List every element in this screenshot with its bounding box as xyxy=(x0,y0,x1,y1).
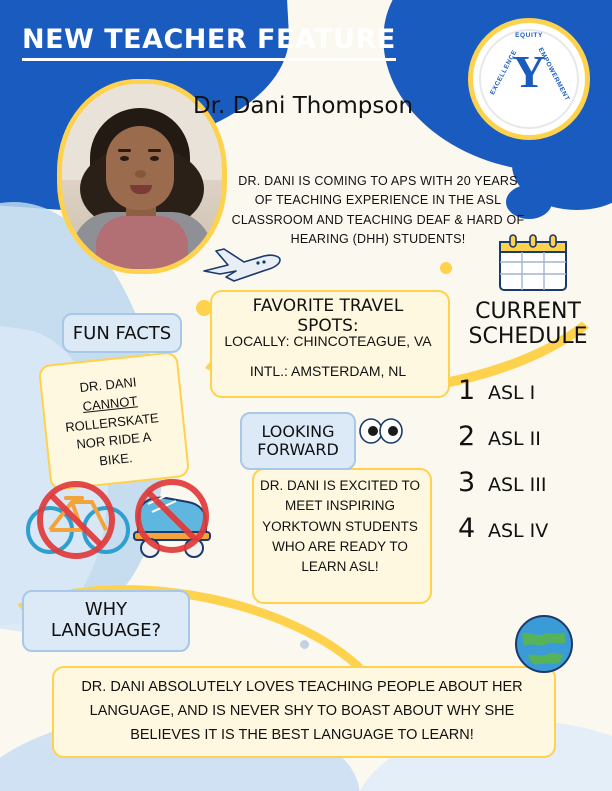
portrait-eye-right xyxy=(150,156,159,161)
schedule-row xyxy=(458,467,608,498)
airplane-icon xyxy=(198,243,284,292)
travel-international: INTL.: AMSTERDAM, NL xyxy=(249,363,407,379)
schedule-label: ASL IV xyxy=(488,520,549,542)
schedule-number: 3 xyxy=(458,467,476,498)
fun-fact-line-5: BIKE. xyxy=(98,450,134,469)
schedule-label: ASL I xyxy=(488,382,536,404)
schedule-row xyxy=(458,513,608,544)
portrait-face xyxy=(106,126,174,210)
fun-fact-line-4: NOR RIDE A xyxy=(75,429,153,453)
page-title: NEW TEACHER FEATURE xyxy=(22,24,396,61)
schedule-row xyxy=(458,375,608,406)
portrait-brow-left xyxy=(118,149,131,152)
calendar-icon xyxy=(494,232,572,294)
school-logo xyxy=(468,18,590,140)
portrait-nose xyxy=(135,170,146,178)
eyes-icon xyxy=(358,418,404,449)
fun-fact-line-1: DR. DANI xyxy=(78,374,138,396)
why-language-line1: WHY xyxy=(84,599,128,621)
schedule-label: ASL III xyxy=(488,474,547,496)
schedule-title-line1: CURRENT xyxy=(475,299,581,324)
logo-word-excellence: EXCELLENCE xyxy=(489,48,519,97)
fun-facts-text xyxy=(38,355,186,491)
schedule-number: 4 xyxy=(458,513,476,544)
logo-letter-y: Y xyxy=(512,46,546,97)
travel-title: FAVORITE TRAVEL SPOTS: xyxy=(252,296,404,336)
portrait-brow-right xyxy=(148,149,161,152)
schedule-title-line2: SCHEDULE xyxy=(468,323,588,349)
travel-local: LOCALLY: CHINCOTEAGUE, VA xyxy=(224,333,432,349)
fun-facts-badge: FUN FACTS xyxy=(62,313,182,353)
looking-forward-text: DR. DANI IS EXCITED TO MEET INSPIRING YORKTOWN STUDENTS WHO ARE READY TO LEARN ASL! xyxy=(259,478,421,574)
schedule-label: ASL II xyxy=(488,428,541,450)
why-language-line2: LANGUAGE? xyxy=(50,620,162,641)
fun-fact-line-3: ROLLERSKATE xyxy=(64,409,160,435)
why-language-text: DR. DANI ABSOLUTELY LOVES TEACHING PEOPLE ABOUT HER LANGUAGE, AND IS NEVER SHY TO BOAST ABOUT WHY SHE BELIEVES IT IS THE BEST LANGUAGE TO LEARN! xyxy=(81,679,523,743)
teacher-intro: DR. DANI IS COMING TO APS WITH 20 YEARS OF TEACHING EXPERIENCE IN THE ASL CLASSROOM AND TEACHING DEAF & HARD OF HEARING (DHH) STUDENTS! xyxy=(231,174,525,247)
portrait-shirt xyxy=(96,216,188,274)
schedule-number: 1 xyxy=(458,375,476,406)
why-language-badge xyxy=(22,590,190,652)
blue-dot-1 xyxy=(300,640,309,649)
logo-word-equity: EQUITY xyxy=(515,32,543,39)
fun-fact-line-2: CANNOT xyxy=(81,393,139,414)
schedule-list xyxy=(458,375,608,559)
yellow-dot-2 xyxy=(440,262,452,274)
schedule-number: 2 xyxy=(458,421,476,452)
schedule-title xyxy=(458,300,598,349)
looking-forward-badge xyxy=(240,412,356,470)
globe-icon xyxy=(512,612,576,681)
schedule-row xyxy=(458,421,608,452)
portrait-eye-left xyxy=(120,156,129,161)
looking-forward-line1: LOOKING xyxy=(261,421,335,441)
looking-forward-line2: FORWARD xyxy=(257,440,339,459)
teacher-name: Dr. Dani Thompson xyxy=(192,93,414,119)
logo-word-empowerment: EMPOWERMENT xyxy=(536,46,571,103)
